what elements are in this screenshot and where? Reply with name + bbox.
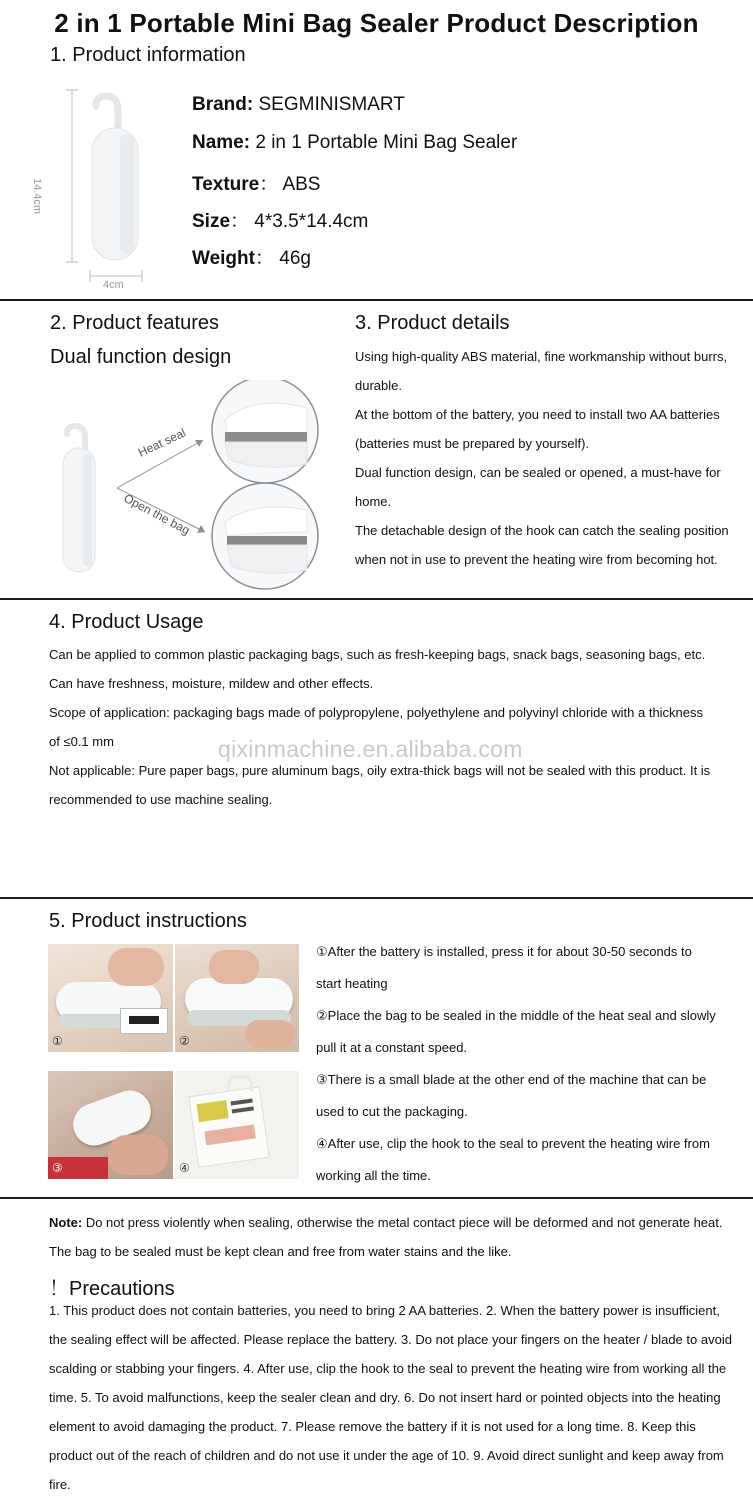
precaution-line: scalding or stabbing your fingers. 4. After use, clip the hook to the seal to prevent the heating wire from working all the <box>49 1361 727 1376</box>
warning-icon: ！ <box>49 1278 69 1300</box>
weight-value: ： 46g <box>254 248 311 269</box>
dimension-height-label: 14.4cm <box>31 178 43 215</box>
name-label: Name: <box>192 132 251 153</box>
product-features-heading: 2. Product features <box>50 312 219 334</box>
instruction-photo-4 <box>175 1071 299 1179</box>
details-line: when not in use to prevent the heating wire from becoming hot. <box>355 552 718 567</box>
instruction-line: ①After the battery is installed, press it for about 30-50 seconds to <box>316 944 692 959</box>
note-text <box>49 1208 749 1266</box>
product-details-heading: 3. Product details <box>355 312 510 334</box>
section-divider <box>0 1197 753 1199</box>
watermark: qixinmachine.en.alibaba.com <box>218 736 523 762</box>
texture-label: Texture <box>192 174 260 195</box>
instruction-photo-1 <box>48 944 173 1052</box>
precaution-line: 1. This product does not contain batteries, you need to bring 2 AA batteries. 2. When the battery power is insufficient, <box>49 1303 720 1318</box>
note-label: Note: <box>49 1215 83 1230</box>
details-line: (batteries must be prepared by yourself). <box>355 436 590 451</box>
instruction-photo-3 <box>48 1071 173 1179</box>
size-row <box>192 206 368 233</box>
instruction-line: pull it at a constant speed. <box>316 1040 468 1055</box>
size-value: ： 4*3.5*14.4cm <box>230 211 369 232</box>
note-line-2: The bag to be sealed must be kept clean and free from water stains and the like. <box>49 1244 512 1259</box>
precaution-line: the sealing effect will be affected. Please replace the battery. 3. Do not place your fingers on the heater / blade to avoid <box>49 1332 732 1347</box>
product-instructions-text <box>316 936 748 1192</box>
usage-line: Can have freshness, moisture, mildew and other effects. <box>49 676 374 691</box>
dimension-width-label: 4cm <box>103 279 124 291</box>
section-divider <box>0 299 753 301</box>
precaution-line: fire. <box>49 1477 71 1492</box>
precaution-line: element to avoid damaging the product. 7. Please remove the battery if it is not used for a long time. 8. Keep this <box>49 1419 696 1434</box>
usage-line: of ≤0.1 mm <box>49 734 114 749</box>
size-label: Size <box>192 211 231 232</box>
product-instructions-heading: 5. Product instructions <box>49 910 247 932</box>
brand-value: SEGMINISMART <box>253 94 405 115</box>
instruction-line: ③There is a small blade at the other end of the machine that can be <box>316 1072 707 1087</box>
precautions-text <box>49 1296 751 1499</box>
precaution-line: time. 5. To avoid malfunctions, keep the sealer clean and dry. 6. Do not insert hard or pointed objects into the heating <box>49 1390 721 1405</box>
usage-line: recommended to use machine sealing. <box>49 792 273 807</box>
details-line: Dual function design, can be sealed or opened, a must-have for <box>355 465 721 480</box>
texture-value: ： ABS <box>259 174 321 195</box>
instruction-line: start heating <box>316 976 388 991</box>
photo-label-3: ③ <box>52 1161 63 1175</box>
section-divider <box>0 598 753 600</box>
weight-row <box>192 243 311 270</box>
details-line: durable. <box>355 378 402 393</box>
precautions-title: Precautions <box>69 1278 175 1300</box>
brand-row <box>192 94 405 116</box>
note-line-1: Do not press violently when sealing, otherwise the metal contact piece will be deformed and not generate heat. <box>82 1215 723 1230</box>
open-the-bag-label: Open the bag <box>121 491 193 538</box>
details-line: home. <box>355 494 392 509</box>
dual-function-illustration <box>55 380 325 590</box>
sealer-dimension-illustration <box>50 82 160 292</box>
details-line: At the bottom of the battery, you need to install two AA batteries <box>355 407 720 422</box>
dual-function-heading: Dual function design <box>50 346 232 368</box>
photo-label-2: ② <box>179 1034 190 1048</box>
product-information-heading: 1. Product information <box>50 44 246 66</box>
product-details-text <box>355 342 750 574</box>
weight-label: Weight <box>192 248 255 269</box>
precaution-line: product out of the reach of children and do not use it under the age of 10. 9. Avoid direct sunlight and keep away from <box>49 1448 724 1463</box>
usage-line: Scope of application: packaging bags made of polypropylene, polyethylene and polyvinyl chloride with a thickness <box>49 705 704 720</box>
instruction-photo-2 <box>175 944 299 1052</box>
instruction-line: ②Place the bag to be sealed in the middle of the heat seal and slowly <box>316 1008 716 1023</box>
product-usage-heading: 4. Product Usage <box>49 611 204 633</box>
usage-line: Not applicable: Pure paper bags, pure aluminum bags, oily extra-thick bags will not be sealed with this product. It is <box>49 763 711 778</box>
usage-line: Can be applied to common plastic packaging bags, such as fresh-keeping bags, snack bags, seasoning bags, etc. <box>49 647 706 662</box>
section-divider <box>0 897 753 899</box>
texture-row <box>192 169 320 196</box>
instruction-line: ④After use, clip the hook to the seal to prevent the heating wire from <box>316 1136 710 1151</box>
page-title: 2 in 1 Portable Mini Bag Sealer Product Description <box>54 8 699 38</box>
photo-label-4: ④ <box>179 1161 190 1175</box>
details-line: The detachable design of the hook can catch the sealing position <box>355 523 729 538</box>
name-row <box>192 132 517 154</box>
brand-label: Brand: <box>192 94 254 115</box>
product-usage-text <box>49 640 749 814</box>
photo-label-1: ① <box>52 1034 63 1048</box>
heat-seal-label: Heat seal <box>136 425 188 460</box>
instruction-line: used to cut the packaging. <box>316 1104 468 1119</box>
details-line: Using high-quality ABS material, fine workmanship without burrs, <box>355 349 728 364</box>
instruction-line: working all the time. <box>316 1168 431 1183</box>
name-value: 2 in 1 Portable Mini Bag Sealer <box>250 132 518 153</box>
